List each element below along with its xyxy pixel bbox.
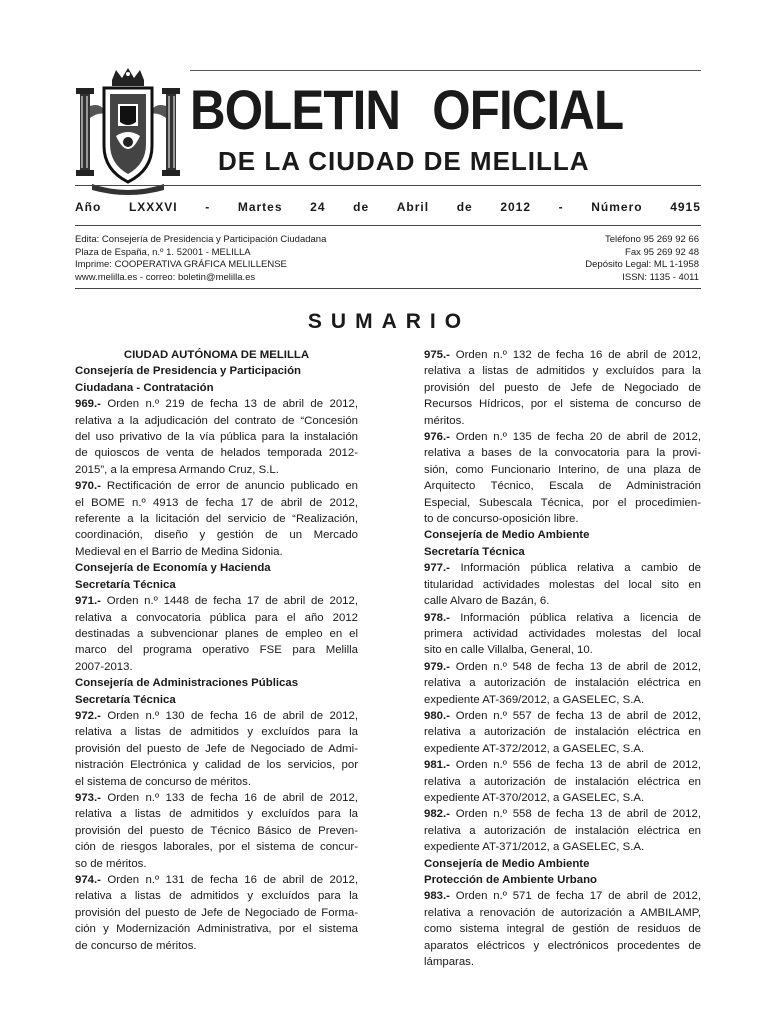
entry-text: Orden n.º 557 de fecha 13 de abril de 2012, [449, 709, 701, 722]
department-heading: Secretaría Técnica [424, 545, 525, 558]
entry-text: Orden n.º 1448 de fecha 17 de abril de 2012, [100, 595, 358, 608]
summary-entry-line [424, 363, 701, 379]
entry-text: nistración Electrónica y calidad de los servicios, por [75, 759, 358, 772]
entry-text: to de concurso-oposición libre. [424, 513, 579, 526]
entry-text: Orden n.º 135 de fecha 20 de abril de 2012, [449, 431, 701, 444]
summary-entry-line [75, 938, 358, 954]
summary-entry-line [424, 790, 701, 806]
entry-text: Arquitecto Técnico, Escala de Administración [424, 480, 701, 493]
entry-text: destinadas a subvencionar planes de empleo en el [75, 627, 358, 640]
entry-number: 974.- [75, 874, 101, 886]
dateline-token: - [205, 200, 211, 214]
sumario-heading: SUMARIO [307, 310, 471, 333]
summary-entry [424, 347, 701, 363]
entry-number: 980.- [424, 709, 450, 722]
publisher-line: Plaza de España, n.º 1. 52001 - MELILLA [75, 246, 251, 258]
summary-entry-line [75, 511, 358, 527]
entry-text: lámparas. [424, 956, 475, 969]
dateline-token: de [353, 200, 370, 214]
section-title: CIUDAD AUTÓNOMA DE MELILLA [123, 349, 310, 361]
entry-text: expediente AT-371/2012, a GASELEC, S.A. [424, 841, 645, 854]
summary-entry-line [75, 642, 358, 658]
summary-entry [424, 560, 701, 576]
summary-entry [75, 790, 358, 806]
entry-text: Medieval en el Barrio de Medina Sidonia. [75, 545, 283, 558]
publisher-info [75, 234, 435, 284]
entry-text: relativa a listas de admitidos y excluídos para la [75, 890, 358, 903]
summary-entry-line [424, 445, 701, 461]
summary-entry-line [424, 593, 701, 609]
summary-entry-line [424, 954, 701, 970]
dateline-token: Martes [237, 200, 283, 214]
entry-text: Orden n.º 219 de fecha 13 de abril de 2012, [100, 398, 358, 411]
summary-entry-line [424, 839, 701, 855]
summary-entry-line [424, 642, 701, 658]
entry-number: 971.- [75, 595, 101, 608]
entry-number: 969.- [75, 398, 101, 411]
summary-entry-line [424, 724, 701, 740]
entry-text: el sistema de concurso de méritos. [75, 775, 251, 788]
summary-entry-line [75, 905, 358, 921]
entry-number: 976.- [424, 431, 450, 444]
entry-number: 973.- [75, 791, 101, 804]
entry-number: 982.- [424, 808, 450, 821]
contact-line: Fax 95 269 92 48 [625, 246, 699, 258]
contact-info [449, 234, 699, 284]
summary-entry-line [75, 839, 358, 855]
summary-entry-line [424, 774, 701, 790]
summary-entry [75, 593, 358, 609]
entry-text: Orden n.º 130 de fecha 16 de abril de 2012, [100, 709, 358, 722]
summary-entry-line [424, 478, 701, 494]
summary-entry [75, 478, 358, 494]
summary-entry-line [75, 429, 358, 445]
entry-text: expediente AT-372/2012, a GASELEC, S.A. [424, 742, 645, 755]
summary-entry-line [75, 413, 358, 429]
contact-line: ISSN: 1135 - 4011 [622, 271, 699, 283]
entry-text: relativa a autorización de instalación eléctrica en [424, 824, 701, 837]
dateline-token: de [456, 200, 473, 214]
summary-entry-line [75, 610, 358, 626]
summary-entry-line [424, 675, 701, 691]
entry-text: aparatos eléctricos y electrónicos procedentes de [424, 939, 701, 952]
entry-number: 975.- [424, 349, 450, 361]
summary-entry-line [424, 396, 701, 412]
entry-text: 2007-2013. [75, 660, 133, 673]
department-heading: Consejería de Medio Ambiente [424, 857, 590, 870]
summary-entry-line [75, 856, 358, 872]
dateline-token: 24 [310, 200, 326, 214]
entry-text: relativa a listas de admitidos y excluídos para la [424, 365, 701, 378]
entry-text: 2015”, a la empresa Armando Cruz, S.L. [75, 463, 279, 476]
summary-entry [75, 872, 358, 888]
department-heading: Consejería de Administraciones Públicas [75, 677, 299, 690]
publisher-line: www.melilla.es - correo: boletin@melilla.es [75, 271, 256, 283]
summary-entry-line [75, 806, 358, 822]
entry-text: provisión del puesto de Jefe de Negociado de Forma- [75, 906, 358, 919]
masthead-title: BOLETIN OFICIAL [190, 78, 624, 141]
masthead-subtitle: DE LA CIUDAD DE MELILLA [218, 146, 590, 176]
entry-text: relativa a listas de admitidos y excluídos para la [75, 726, 358, 739]
entry-text: Información pública relativa a licencia de [449, 611, 701, 624]
entry-text: provisión del puesto de Técnico Básico de Preven- [75, 824, 358, 837]
department-heading: Consejería de Presidencia y Participación [75, 365, 302, 378]
dateline-token: 4915 [670, 200, 701, 214]
summary-entry-line [424, 462, 701, 478]
dateline-token: 2012 [500, 200, 532, 214]
entry-text: so de méritos. [75, 857, 147, 870]
entry-text: Recursos Hídricos, por el sistema de concurso de [424, 398, 701, 411]
department-heading: Protección de Ambiente Urbano [424, 874, 597, 886]
entry-text: primera actividad actividades molestas del local [424, 627, 701, 640]
entry-text: sión, como Funcionario Interino, de una plaza de [424, 463, 701, 476]
entry-text: relativa a la adjudicación del contrato de “Concesión [75, 414, 358, 427]
entry-text: titularidad actividades molestas del local sito en [424, 578, 701, 591]
summary-entry-line [424, 511, 701, 527]
divider [75, 288, 701, 289]
entry-text: Información pública relativa a cambio de [449, 562, 701, 575]
entry-number: 978.- [424, 611, 450, 624]
dateline-token: Número [591, 200, 643, 214]
entry-text: Rectificación de error de anuncio publicado en [100, 480, 358, 493]
entry-text: referente a la licitación del servicio de “Realización, [75, 513, 358, 526]
summary-entry-line [424, 823, 701, 839]
contact-line: Teléfono 95 269 92 66 [604, 234, 699, 245]
entry-text: Orden n.º 558 de fecha 13 de abril de 2012, [449, 808, 701, 821]
summary-entry-line [424, 921, 701, 937]
entry-text: Orden n.º 556 de fecha 13 de abril de 2012, [449, 759, 701, 772]
summary-entry-line [75, 823, 358, 839]
entry-text: ción de riesgos laborales, por el sistema de concur- [75, 841, 358, 854]
dateline-token: Año [75, 200, 102, 214]
summary-entry-line [75, 445, 358, 461]
summary-entry [75, 396, 358, 412]
summary-entry [424, 659, 701, 675]
entry-text: méritos. [424, 414, 465, 427]
entry-text: como sistema integral de gestión de residuos de [424, 923, 701, 936]
summary-entry-line [75, 527, 358, 543]
issue-dateline [75, 200, 701, 218]
entry-text: calle Alvaro de Bazán, 6. [424, 595, 550, 608]
summary-entry-line [424, 577, 701, 593]
publisher-line: Edita: Consejería de Presidencia y Participación Ciudadana [75, 234, 327, 245]
entry-text: sito en calle Villalba, General, 10. [424, 644, 593, 657]
summary-entry-line [75, 741, 358, 757]
entry-text: Orden n.º 548 de fecha 13 de abril de 2012, [449, 660, 701, 673]
publisher-line: Imprime: COOPERATIVA GRÁFICA MELILLENSE [75, 259, 287, 270]
coat-of-arms-icon [72, 66, 184, 196]
summary-entry [424, 429, 701, 445]
entry-number: 979.- [424, 660, 450, 673]
contact-line: Depósito Legal: ML 1-1958 [585, 259, 699, 270]
summary-entry [424, 888, 701, 904]
summary-entry-line [75, 921, 358, 937]
department-heading: Secretaría Técnica [75, 578, 176, 591]
summary-entry-line [75, 544, 358, 560]
summary-entry [424, 806, 701, 822]
entry-text: Orden n.º 571 de fecha 17 de abril de 2012, [449, 890, 701, 903]
dateline-token: Abril [396, 200, 430, 214]
summary-entry-line [75, 724, 358, 740]
summary-entry-line [424, 413, 701, 429]
dateline-token: LXXXVI [128, 200, 178, 214]
entry-text: provisión del puesto de Jefe de Negociado de [424, 381, 701, 394]
department-heading: Ciudadana - Contratación [75, 381, 214, 394]
entry-text: relativa a autorización de instalación eléctrica en [424, 726, 701, 739]
summary-entry [424, 708, 701, 724]
entry-text: de quioscos de venta de helados temporada 2012- [75, 447, 358, 460]
entry-text: Orden n.º 133 de fecha 16 de abril de 2012, [100, 791, 358, 804]
entry-number: 981.- [424, 759, 450, 772]
summary-left-column [75, 347, 358, 954]
divider [75, 225, 701, 226]
summary-entry-line [75, 774, 358, 790]
entry-number: 983.- [424, 890, 450, 903]
entry-text: provisión del puesto de Jefe de Negociado de Admi- [75, 742, 358, 755]
entry-number: 972.- [75, 709, 101, 722]
department-heading: Secretaría Técnica [75, 693, 176, 706]
summary-entry [424, 610, 701, 626]
dateline-token: - [558, 200, 564, 214]
entry-text: marco del programa operativo FSE para Melilla [75, 644, 358, 657]
summary-entry-line [75, 626, 358, 642]
entry-number: 970.- [75, 480, 101, 493]
entry-text: expediente AT-369/2012, a GASELEC, S.A. [424, 693, 645, 706]
summary-entry-line [424, 495, 701, 511]
summary-entry-line [424, 741, 701, 757]
entry-number: 977.- [424, 562, 450, 575]
summary-entry [75, 708, 358, 724]
department-heading: Consejería de Medio Ambiente [424, 529, 590, 542]
entry-text: relativa a listas de admitidos y excluídos para la [75, 808, 358, 821]
entry-text: ción y Modernización Administrativa, por el sistema [75, 923, 358, 936]
entry-text: relativa a convocatoria pública para el año 2012 [75, 611, 358, 624]
summary-entry-line [75, 659, 358, 675]
entry-text: de concurso de méritos. [75, 939, 197, 952]
summary-entry-line [424, 380, 701, 396]
entry-text: Especial, Subescala Técnica, por el procedimien- [424, 496, 701, 509]
entry-text: del uso privativo de la vía pública para la instalación [75, 431, 358, 444]
summary-entry-line [75, 888, 358, 904]
entry-text: coordinación, diseño y gestión de un Mercado [75, 529, 358, 542]
summary-entry [424, 757, 701, 773]
summary-entry-line [75, 495, 358, 511]
summary-entry-line [75, 757, 358, 773]
entry-text: relativa a autorización de instalación eléctrica en [424, 677, 701, 690]
entry-text: Orden n.º 132 de fecha 16 de abril de 2012, [449, 349, 701, 361]
summary-entry-line [75, 462, 358, 478]
summary-entry-line [424, 626, 701, 642]
entry-text: Orden n.º 131 de fecha 16 de abril de 2012, [100, 874, 358, 886]
department-heading: Consejería de Economía y Hacienda [75, 562, 271, 575]
entry-text: relativa a renovación de autorización a AMBILAMP, [424, 906, 701, 919]
summary-entry-line [424, 692, 701, 708]
divider [75, 185, 701, 186]
masthead-top-rule [190, 70, 701, 71]
entry-text: relativa a autorización de instalación eléctrica en [424, 775, 701, 788]
entry-text: relativa a bases de la convocatoria para la provi- [424, 447, 701, 460]
summary-entry-line [424, 905, 701, 921]
summary-right-column [424, 347, 701, 970]
summary-entry-line [424, 938, 701, 954]
entry-text: expediente AT-370/2012, a GASELEC, S.A. [424, 791, 645, 804]
entry-text: el BOME n.º 4913 de fecha 17 de abril de 2012, [75, 496, 358, 509]
